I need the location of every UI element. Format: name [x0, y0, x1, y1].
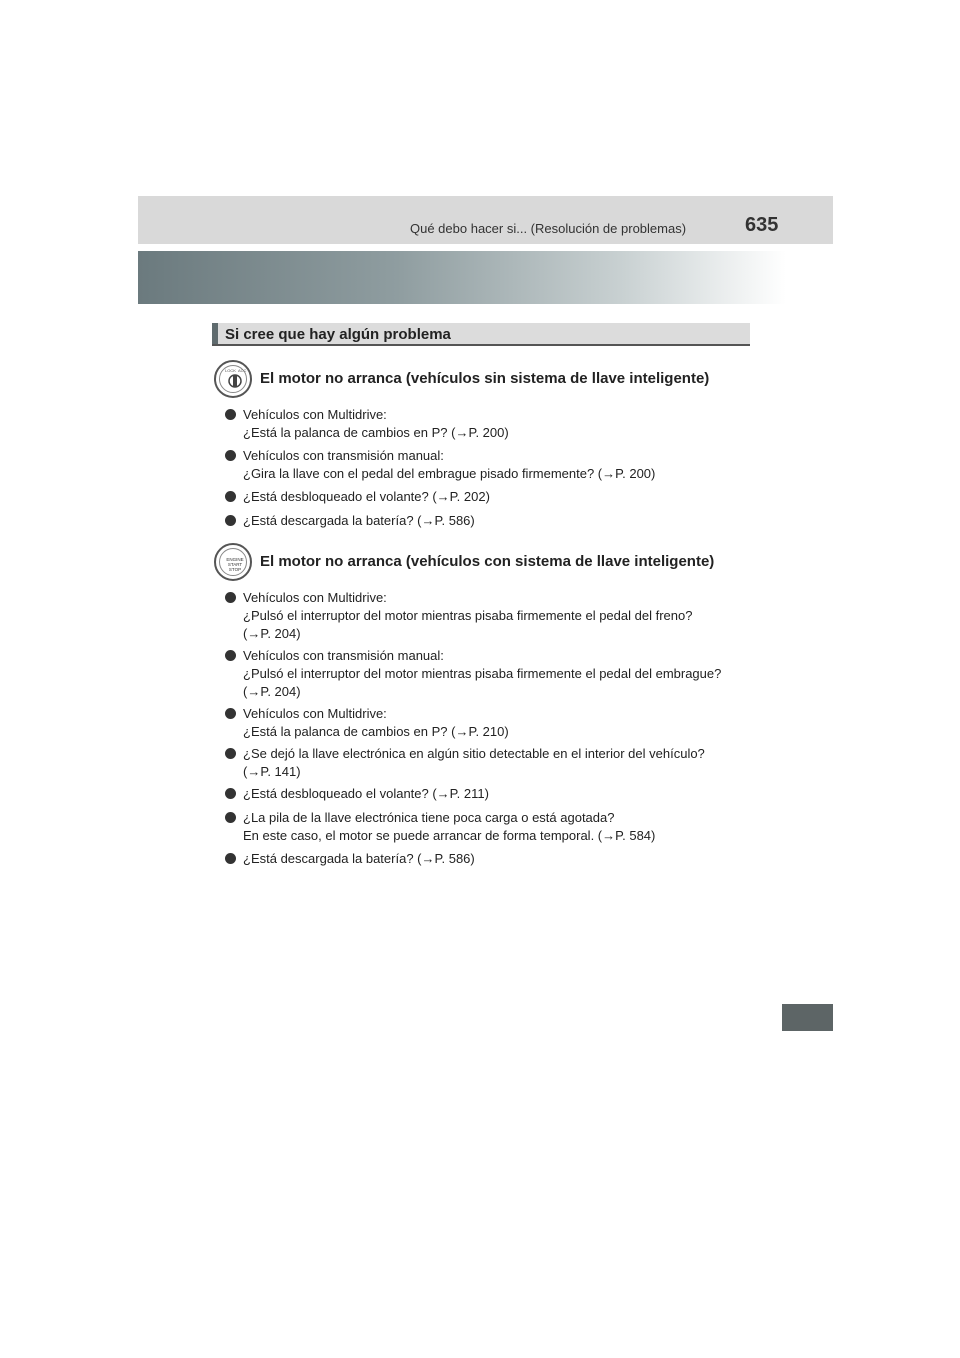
- item-text: Vehículos con Multidrive:: [243, 590, 387, 605]
- svg-text:LOCK: LOCK: [225, 368, 236, 373]
- item-text: ¿Se dejó la llave electrónica en algún sitio detectable en el interior del vehículo?: [243, 746, 705, 761]
- item-text: En este caso, el motor se puede arrancar de forma temporal. (→P. 584): [243, 828, 656, 843]
- bullet-icon: [225, 491, 236, 502]
- chapter-side-tab: [782, 1004, 833, 1031]
- item-text: ¿Está la palanca de cambios en P? (→P. 200): [243, 425, 509, 440]
- section-accent-bar: [212, 323, 218, 344]
- bullet-icon: [225, 708, 236, 719]
- bullet-icon: [225, 812, 236, 823]
- bullet-icon: [225, 515, 236, 526]
- bullet-icon: [225, 853, 236, 864]
- bullet-icon: [225, 788, 236, 799]
- item-text: (→P. 204): [243, 684, 301, 699]
- svg-text:ENGINE: ENGINE: [226, 557, 244, 562]
- item-text: ¿Está desbloqueado el volante? (→P. 211): [243, 786, 489, 801]
- ignition-key-switch-icon: [214, 360, 252, 398]
- engine-start-stop-button-icon: [214, 543, 252, 581]
- item-text: ¿Está descargada la batería? (→P. 586): [243, 851, 475, 866]
- item-text: Vehículos con Multidrive:: [243, 706, 387, 721]
- running-title: Qué debo hacer si... (Resolución de problemas): [410, 221, 687, 236]
- section-title: Si cree que hay algún problema: [225, 326, 451, 343]
- section-header: [212, 323, 750, 346]
- item-text: Vehículos con transmisión manual:: [243, 648, 444, 663]
- svg-text:ACC: ACC: [238, 368, 247, 373]
- item-text: ¿Está descargada la batería? (→P. 586): [243, 513, 475, 528]
- svg-text:START: START: [227, 562, 243, 567]
- chapter-banner: [138, 251, 786, 304]
- bullet-icon: [225, 650, 236, 661]
- block1-heading: El motor no arranca (vehículos sin sistema de llave inteligente): [260, 370, 710, 387]
- bullet-icon: [225, 409, 236, 420]
- block2-heading: El motor no arranca (vehículos con sistema de llave inteligente): [260, 553, 715, 570]
- item-text: ¿La pila de la llave electrónica tiene poca carga o está agotada?: [243, 810, 615, 825]
- item-text: ¿Pulsó el interruptor del motor mientras pisaba firmemente el pedal del embrague?: [243, 666, 722, 681]
- item-text: (→P. 141): [243, 764, 301, 779]
- item-text: ¿Está desbloqueado el volante? (→P. 202): [243, 489, 490, 504]
- svg-text:STOP: STOP: [228, 567, 242, 572]
- item-text: Vehículos con transmisión manual:: [243, 448, 444, 463]
- bullet-icon: [225, 450, 236, 461]
- page-number: 635: [745, 214, 779, 236]
- bullet-icon: [225, 592, 236, 603]
- item-text: (→P. 204): [243, 626, 301, 641]
- item-text: ¿Pulsó el interruptor del motor mientras pisaba firmemente el pedal del freno?: [243, 608, 693, 623]
- bullet-icon: [225, 748, 236, 759]
- item-text: ¿Gira la llave con el pedal del embrague pisado firmemente? (→P. 200): [243, 466, 656, 481]
- item-text: Vehículos con Multidrive:: [243, 407, 387, 422]
- item-text: ¿Está la palanca de cambios en P? (→P. 210): [243, 724, 509, 739]
- header-band: [138, 196, 833, 244]
